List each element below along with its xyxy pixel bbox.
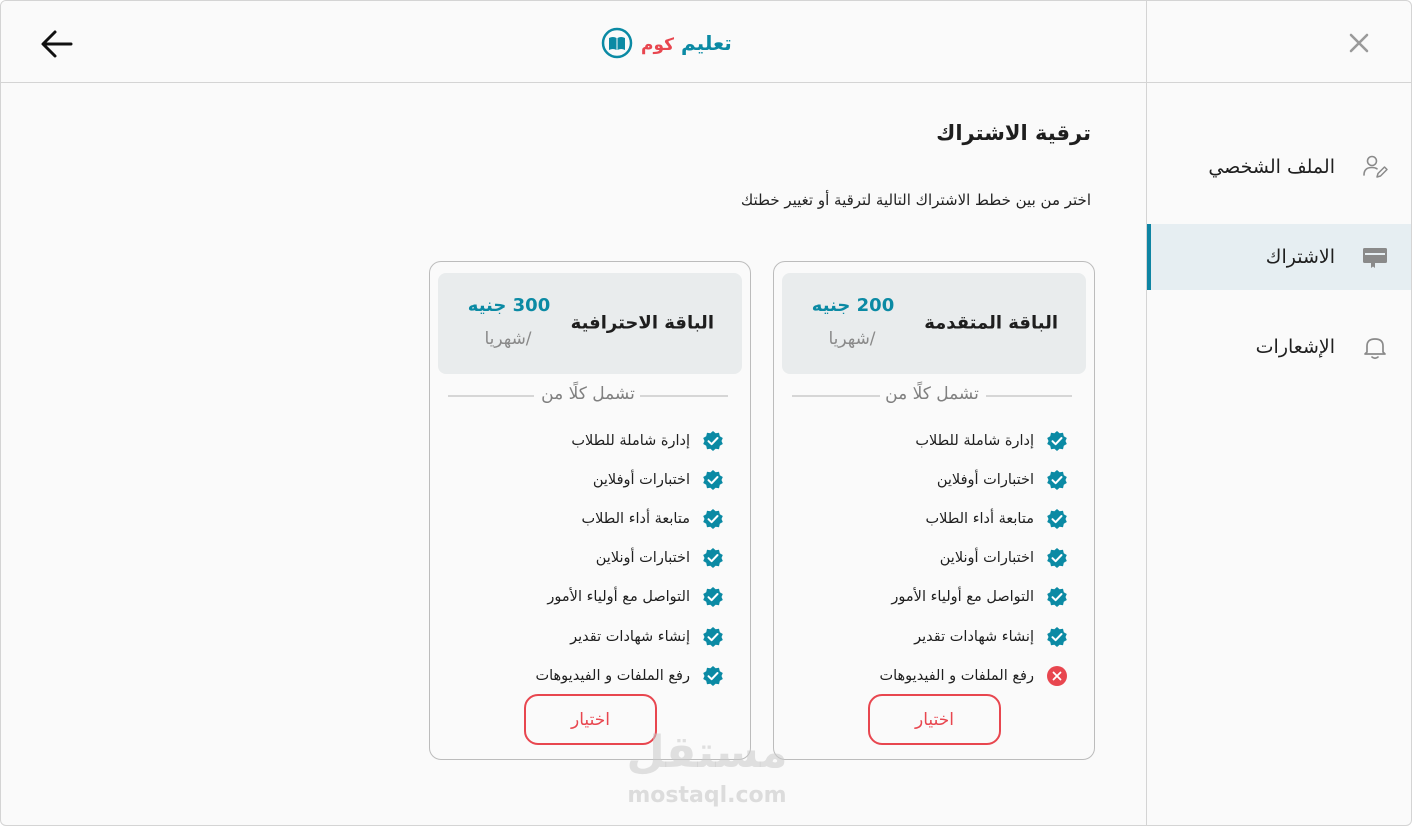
includes-label: تشمل كلًا من — [541, 384, 635, 404]
verified-check-icon — [702, 626, 724, 648]
sidebar-item-label: الاشتراك — [1265, 246, 1335, 268]
feature-list — [778, 421, 1068, 695]
sidebar-item-subscription[interactable] — [1147, 224, 1412, 290]
feature-item — [778, 499, 1068, 538]
verified-check-icon — [1046, 430, 1068, 452]
subscription-card-icon — [1361, 243, 1389, 271]
verified-check-icon — [1046, 547, 1068, 569]
cross-circle-icon — [1046, 665, 1068, 687]
book-icon — [601, 27, 633, 59]
sidebar-item-label: الإشعارات — [1255, 336, 1335, 358]
plan-card-professional — [429, 261, 751, 760]
feature-label: إنشاء شهادات تقدير — [570, 628, 690, 645]
feature-item — [434, 617, 724, 656]
feature-item — [778, 617, 1068, 656]
verified-check-icon — [702, 586, 724, 608]
verified-check-icon — [702, 469, 724, 491]
feature-label: إنشاء شهادات تقدير — [914, 628, 1034, 645]
verified-check-icon — [702, 665, 724, 687]
verified-check-icon — [1046, 626, 1068, 648]
sidebar-header — [1147, 1, 1412, 83]
sidebar-divider — [1146, 1, 1147, 826]
includes-label: تشمل كلًا من — [885, 384, 979, 404]
page-title: ترقية الاشتراك — [936, 121, 1091, 145]
close-icon — [1347, 31, 1371, 55]
back-button[interactable] — [39, 27, 75, 61]
feature-list — [434, 421, 724, 695]
plan-price: 200 جنيه — [811, 295, 895, 316]
plan-header — [438, 273, 742, 374]
verified-check-icon — [702, 430, 724, 452]
feature-label: إدارة شاملة للطلاب — [571, 432, 690, 449]
watermark-latin: mostaql.com — [627, 783, 787, 808]
feature-label: التواصل مع أولياء الأمور — [547, 589, 690, 606]
feature-item — [778, 539, 1068, 578]
sidebar-item-notifications[interactable] — [1147, 314, 1412, 380]
arrow-left-icon — [40, 29, 74, 59]
top-bar — [1, 1, 1146, 83]
feature-label: متابعة أداء الطلاب — [925, 510, 1034, 527]
feature-item — [434, 460, 724, 499]
sidebar-item-label: الملف الشخصي — [1208, 156, 1335, 178]
brand-name-part1: تعليم — [680, 31, 732, 55]
feature-label: متابعة أداء الطلاب — [581, 510, 690, 527]
bell-icon — [1361, 333, 1389, 361]
plan-header — [782, 273, 1086, 374]
verified-check-icon — [1046, 469, 1068, 491]
feature-label: رفع الملفات و الفيديوهات — [879, 667, 1034, 684]
plan-name: الباقة المتقدمة — [924, 312, 1058, 334]
brand-logo[interactable] — [601, 25, 732, 61]
choose-plan-button[interactable]: اختيار — [524, 694, 657, 745]
plan-period: /شهريا — [828, 329, 876, 349]
feature-item — [434, 656, 724, 695]
close-button[interactable] — [1347, 31, 1371, 55]
feature-label: اختبارات أونلاين — [595, 550, 690, 567]
includes-separator — [448, 384, 728, 406]
plan-card-advanced — [773, 261, 1095, 760]
page-subtitle: اختر من بين خطط الاشتراك التالية لترقية أو تغيير خطتك — [740, 191, 1091, 209]
plan-period: /شهريا — [484, 329, 532, 349]
verified-check-icon — [1046, 508, 1068, 530]
feature-label: التواصل مع أولياء الأمور — [891, 589, 1034, 606]
watermark-arabic: مستقل — [626, 727, 788, 778]
brand-name — [641, 31, 732, 55]
plan-price: 300 جنيه — [467, 295, 551, 316]
feature-item — [778, 578, 1068, 617]
feature-label: اختبارات أوفلاين — [592, 471, 690, 488]
verified-check-icon — [702, 508, 724, 530]
user-edit-icon — [1361, 153, 1389, 181]
brand-name-part2: كوم — [641, 35, 675, 55]
verified-check-icon — [1046, 586, 1068, 608]
feature-item — [434, 421, 724, 460]
verified-check-icon — [702, 547, 724, 569]
feature-item — [778, 460, 1068, 499]
plan-name: الباقة الاحترافية — [570, 312, 714, 334]
feature-item — [778, 421, 1068, 460]
feature-label: إدارة شاملة للطلاب — [915, 432, 1034, 449]
choose-plan-button[interactable]: اختيار — [868, 694, 1001, 745]
feature-label: اختبارات أوفلاين — [936, 471, 1034, 488]
includes-separator — [792, 384, 1072, 406]
feature-item — [434, 578, 724, 617]
feature-item — [778, 656, 1068, 695]
sidebar-item-profile[interactable] — [1147, 134, 1412, 200]
feature-label: رفع الملفات و الفيديوهات — [535, 667, 690, 684]
feature-item — [434, 499, 724, 538]
feature-label: اختبارات أونلاين — [939, 550, 1034, 567]
feature-item — [434, 539, 724, 578]
